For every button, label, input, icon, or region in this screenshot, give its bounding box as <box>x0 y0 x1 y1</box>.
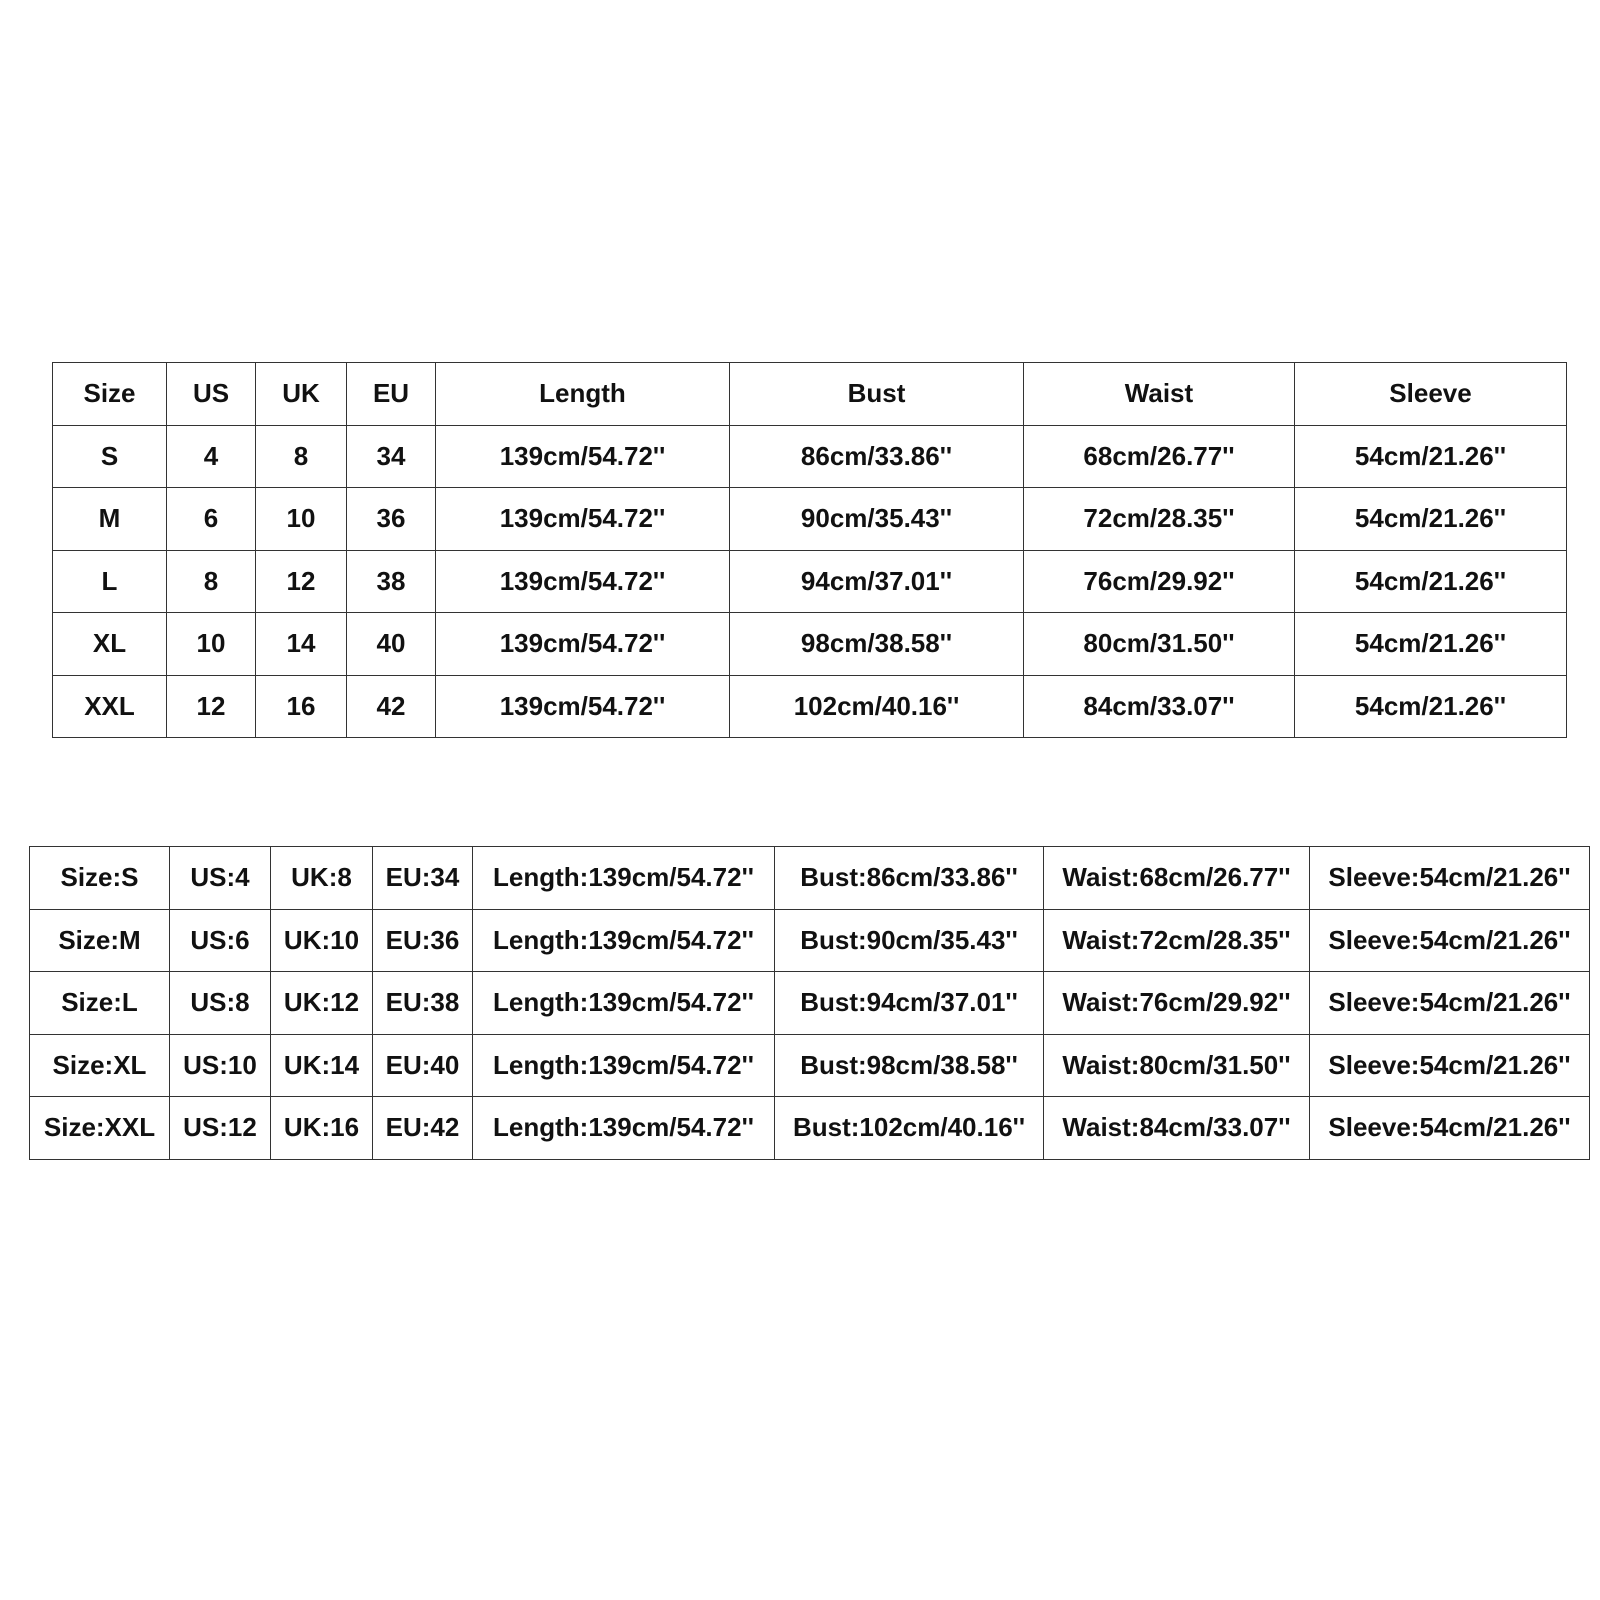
cell-eu: EU:40 <box>373 1034 473 1097</box>
cell-length: Length:139cm/54.72'' <box>473 847 775 910</box>
cell-waist: Waist:80cm/31.50'' <box>1044 1034 1310 1097</box>
cell-bust: Bust:98cm/38.58'' <box>775 1034 1044 1097</box>
cell-us: US:6 <box>170 909 271 972</box>
cell-waist: Waist:72cm/28.35'' <box>1044 909 1310 972</box>
cell-waist: 72cm/28.35'' <box>1024 488 1295 551</box>
cell-length: 139cm/54.72'' <box>436 613 730 676</box>
cell-sleeve: 54cm/21.26'' <box>1295 613 1567 676</box>
cell-bust: 102cm/40.16'' <box>730 675 1024 738</box>
header-uk: UK <box>256 363 347 426</box>
cell-uk: 14 <box>256 613 347 676</box>
cell-bust: Bust:86cm/33.86'' <box>775 847 1044 910</box>
cell-sleeve: 54cm/21.26'' <box>1295 425 1567 488</box>
cell-length: 139cm/54.72'' <box>436 675 730 738</box>
cell-size: XL <box>53 613 167 676</box>
cell-waist: Waist:68cm/26.77'' <box>1044 847 1310 910</box>
cell-eu: EU:34 <box>373 847 473 910</box>
cell-bust: Bust:94cm/37.01'' <box>775 972 1044 1035</box>
cell-us: 10 <box>167 613 256 676</box>
cell-eu: 42 <box>347 675 436 738</box>
cell-eu: 38 <box>347 550 436 613</box>
cell-bust: 86cm/33.86'' <box>730 425 1024 488</box>
cell-length: 139cm/54.72'' <box>436 425 730 488</box>
cell-waist: 84cm/33.07'' <box>1024 675 1295 738</box>
cell-us: 4 <box>167 425 256 488</box>
cell-waist: 68cm/26.77'' <box>1024 425 1295 488</box>
cell-uk: UK:8 <box>271 847 373 910</box>
cell-us: 8 <box>167 550 256 613</box>
cell-size: Size:XXL <box>30 1097 170 1160</box>
header-length: Length <box>436 363 730 426</box>
cell-length: 139cm/54.72'' <box>436 488 730 551</box>
cell-size: S <box>53 425 167 488</box>
cell-uk: UK:14 <box>271 1034 373 1097</box>
cell-eu: EU:36 <box>373 909 473 972</box>
cell-sleeve: 54cm/21.26'' <box>1295 550 1567 613</box>
table-row <box>53 425 1567 488</box>
cell-uk: 16 <box>256 675 347 738</box>
cell-us: US:8 <box>170 972 271 1035</box>
cell-eu: 34 <box>347 425 436 488</box>
table-row <box>30 972 1590 1035</box>
cell-waist: Waist:76cm/29.92'' <box>1044 972 1310 1035</box>
table-row <box>53 550 1567 613</box>
cell-us: US:10 <box>170 1034 271 1097</box>
cell-bust: 94cm/37.01'' <box>730 550 1024 613</box>
table-row <box>53 613 1567 676</box>
header-bust: Bust <box>730 363 1024 426</box>
cell-size: Size:XL <box>30 1034 170 1097</box>
cell-sleeve: Sleeve:54cm/21.26'' <box>1310 909 1590 972</box>
cell-size: XXL <box>53 675 167 738</box>
cell-uk: UK:10 <box>271 909 373 972</box>
cell-length: Length:139cm/54.72'' <box>473 1034 775 1097</box>
cell-sleeve: 54cm/21.26'' <box>1295 488 1567 551</box>
cell-size: Size:S <box>30 847 170 910</box>
cell-eu: EU:38 <box>373 972 473 1035</box>
cell-bust: 98cm/38.58'' <box>730 613 1024 676</box>
table-row <box>53 675 1567 738</box>
table-row <box>30 1097 1590 1160</box>
header-eu: EU <box>347 363 436 426</box>
cell-length: 139cm/54.72'' <box>436 550 730 613</box>
header-size: Size <box>53 363 167 426</box>
cell-waist: 80cm/31.50'' <box>1024 613 1295 676</box>
cell-size: Size:M <box>30 909 170 972</box>
header-sleeve: Sleeve <box>1295 363 1567 426</box>
size-list-table <box>29 846 1590 1160</box>
cell-us: 12 <box>167 675 256 738</box>
table-row <box>30 909 1590 972</box>
table-row <box>30 1034 1590 1097</box>
cell-length: Length:139cm/54.72'' <box>473 1097 775 1160</box>
cell-length: Length:139cm/54.72'' <box>473 972 775 1035</box>
cell-eu: 36 <box>347 488 436 551</box>
cell-bust: 90cm/35.43'' <box>730 488 1024 551</box>
cell-sleeve: Sleeve:54cm/21.26'' <box>1310 1097 1590 1160</box>
table-header-row <box>53 363 1567 426</box>
cell-uk: UK:16 <box>271 1097 373 1160</box>
cell-waist: Waist:84cm/33.07'' <box>1044 1097 1310 1160</box>
cell-eu: EU:42 <box>373 1097 473 1160</box>
cell-uk: 8 <box>256 425 347 488</box>
cell-bust: Bust:90cm/35.43'' <box>775 909 1044 972</box>
size-chart-table <box>52 362 1567 738</box>
cell-sleeve: Sleeve:54cm/21.26'' <box>1310 847 1590 910</box>
cell-eu: 40 <box>347 613 436 676</box>
cell-bust: Bust:102cm/40.16'' <box>775 1097 1044 1160</box>
table-row <box>30 847 1590 910</box>
cell-uk: UK:12 <box>271 972 373 1035</box>
header-waist: Waist <box>1024 363 1295 426</box>
cell-uk: 10 <box>256 488 347 551</box>
cell-us: 6 <box>167 488 256 551</box>
table-row <box>53 488 1567 551</box>
cell-us: US:4 <box>170 847 271 910</box>
cell-us: US:12 <box>170 1097 271 1160</box>
cell-sleeve: Sleeve:54cm/21.26'' <box>1310 972 1590 1035</box>
cell-size: M <box>53 488 167 551</box>
cell-uk: 12 <box>256 550 347 613</box>
cell-length: Length:139cm/54.72'' <box>473 909 775 972</box>
cell-waist: 76cm/29.92'' <box>1024 550 1295 613</box>
cell-sleeve: Sleeve:54cm/21.26'' <box>1310 1034 1590 1097</box>
cell-sleeve: 54cm/21.26'' <box>1295 675 1567 738</box>
cell-size: L <box>53 550 167 613</box>
header-us: US <box>167 363 256 426</box>
cell-size: Size:L <box>30 972 170 1035</box>
